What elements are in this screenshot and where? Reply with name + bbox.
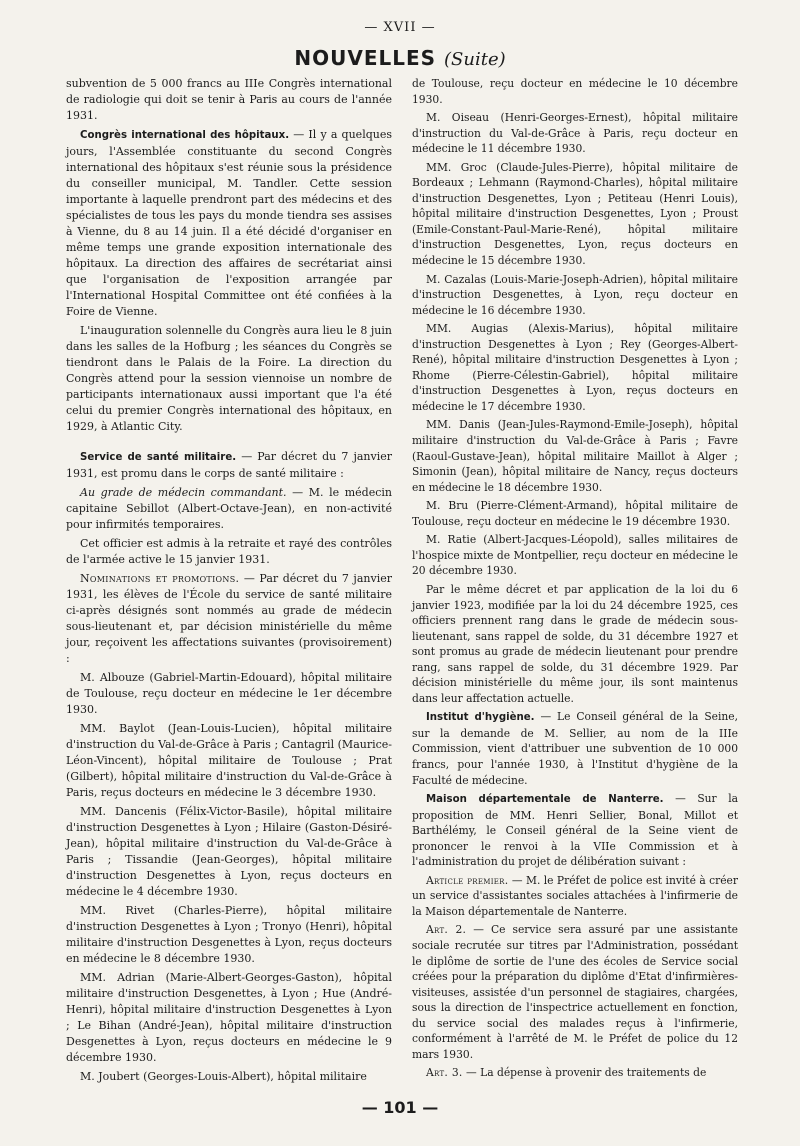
paragraph: MM. Baylot (Jean-Louis-Lucien), hôpital militaire d'instruction du Val-de-Grâce à Paris ; Cantagril (Maurice-Léon-Vincent), hôpital militaire de Toulouse ; Prat (Gilbert), hôpital militaire d'instruction du Val-de-Grâce à Paris, reçus docteurs en médecine le 3 décembre 1930.	[66, 722, 392, 799]
paragraph: Art. 2. — Ce service sera assuré par une assistante sociale recrutée sur titres par l'Administration, possédant le diplôme de sortie de l'une des écoles de Service social créées pour la préparation du diplôme d'Etat d'infirmières-visiteuses, assistée d'un personnel de stagiaires, chargées, sous la direction de l'inspectrice actuellement en fonction, du service social des malades reçus à l'infirmerie, conformément à l'arrêté de M. le Préfet de police du 12 mars 1930.	[412, 923, 738, 1061]
paragraph: MM. Danis (Jean-Jules-Raymond-Emile-Joseph), hôpital militaire d'instruction du Val-de-Grâce à Paris ; Favre (Raoul-Gustave-Jean), hôpital militaire Maillot à Alger ; Simonin (Jean), hôpital militaire de Nancy, reçus docteurs en médecine le 18 décembre 1930.	[412, 418, 738, 494]
paragraph: M. Cazalas (Louis-Marie-Joseph-Adrien), hôpital militaire d'instruction Desgenettes, à Lyon, reçu docteur en médecine le 16 décembre 1930.	[412, 272, 738, 317]
paragraph: Congrès international des hôpitaux. — Il y a quelques jours, l'Assemblée constituante du second Congrès international des hôpitaux s'est réunie sous la présidence du conseiller municipal, M. Tandler. Cette session importante à laquelle prendront part des médecins et des spécialistes de tous les pays du monde tiendra ses assises à Vienne, du 8 au 14 juin. Il a été décidé d'organiser en même temps une grande exposition internationale des hôpitaux. La direction des affaires de secrétariat ainsi que l'organisation de l'exposition arrangée par l'International Hospital Committee ont été confiées à la Foire de Vienne.	[66, 128, 392, 318]
paragraph: M. Albouze (Gabriel-Martin-Edouard), hôpital militaire de Toulouse, reçu docteur en médecine le 1er décembre 1930.	[66, 671, 392, 716]
paragraph: MM. Dancenis (Félix-Victor-Basile), hôpital militaire d'instruction Desgenettes à Lyon ; Hilaire (Gaston-Désiré-Jean), hôpital militaire d'instruction du Val-de-Grâce à Paris ; Tissandie (Jean-Georges), hôpital militaire d'instruction Desgenettes à Lyon, reçus docteurs en médecine le 4 décembre 1930.	[66, 805, 392, 898]
roman-page-number: — XVII —	[364, 20, 436, 35]
title-text: NOUVELLES	[294, 46, 437, 70]
paragraph: M. Bru (Pierre-Clément-Armand), hôpital militaire de Toulouse, reçu docteur en médecine le 19 décembre 1930.	[412, 499, 738, 528]
paragraph: MM. Rivet (Charles-Pierre), hôpital militaire d'instruction Desgenettes à Lyon ; Tronyo (Henri), hôpital militaire d'instruction Desgenettes à Lyon, reçus docteurs en médecine le 8 décembre 1930.	[66, 904, 392, 965]
paragraph: Article premier. — M. le Préfet de police est invité à créer un service d'assistantes sociales attachées à l'infirmerie de la Maison départementale de Nanterre.	[412, 873, 738, 918]
page-title	[0, 46, 800, 70]
title-suffix: (Suite)	[444, 49, 506, 70]
smallcaps-heading: Art. 2.	[426, 923, 467, 937]
page-number: — 101 —	[361, 1098, 439, 1117]
paragraph: de Toulouse, reçu docteur en médecine le 10 décembre 1930.	[412, 77, 738, 106]
run-in-heading: Service de santé militaire.	[80, 452, 237, 463]
paragraph: Cet officier est admis à la retraite et rayé des contrôles de l'armée active le 15 janvier 1931.	[66, 537, 392, 566]
right-column	[412, 76, 738, 1088]
smallcaps-heading: Article premier.	[426, 873, 509, 887]
paragraph: M. Joubert (Georges-Louis-Albert), hôpital militaire	[80, 1070, 367, 1083]
paragraph: MM. Augias (Alexis-Marius), hôpital militaire d'instruction Desgenettes à Lyon ; Rey (Georges-Albert-René), hôpital militaire d'instruction Desgenettes à Lyon ; Rhome (Pierre-Célestin-Gabriel), hôpital militaire d'instruction Desgenettes à Lyon, reçus docteurs en médecine le 17 décembre 1930.	[412, 322, 738, 413]
paragraph: Art. 3. — La dépense à provenir des traitements de	[426, 1066, 707, 1080]
paragraph: Au grade de médecin commandant. — M. le médecin capitaine Sebillot (Albert-Octave-Jean), en non-activité pour infirmités temporaires.	[66, 486, 392, 531]
paragraph: MM. Adrian (Marie-Albert-Georges-Gaston), hôpital militaire d'instruction Desgenettes, à Lyon ; Hue (André-Henri), hôpital militaire d'instruction Desgenettes à Lyon ; Le Bihan (André-Jean), hôpital militaire d'instruction Desgenettes à Lyon, reçus docteurs en médecine le 9 décembre 1930.	[66, 971, 392, 1064]
smallcaps-heading: Art. 3.	[426, 1066, 463, 1080]
paragraph: subvention de 5 000 francs au IIIe Congrès international de radiologie qui doit se tenir à Paris au cours de l'année 1931.	[66, 77, 392, 122]
paragraph: Institut d'hygiène. — Le Conseil général de la Seine, sur la demande de M. Sellier, au nom de la IIIe Commission, vient d'attribuer une subvention de 10 000 francs, pour l'année 1930, à l'Institut d'hygiène de la Faculté de médecine.	[412, 710, 738, 787]
paragraph: M. Ratie (Albert-Jacques-Léopold), salles militaires de l'hospice mixte de Montpellier, reçu docteur en médecine le 20 décembre 1930.	[412, 533, 738, 578]
paragraph: Maison départementale de Nanterre. — Sur la proposition de MM. Henri Sellier, Bonal, Millot et Barthélémy, le Conseil général de la Seine vient de prononcer le renvoi à la VIIe Commission et à l'administration du projet de délibération suivant :	[412, 792, 738, 869]
paragraph: Nominations et promotions. — Par décret du 7 janvier 1931, les élèves de l'École du service de santé militaire ci-après désignés sont nommés au grade de médecin sous-lieutenant et, par décision ministérielle du même jour, reçoivent les affectations suivantes (provisoirement) :	[66, 572, 392, 665]
run-in-heading: Institut d'hygiène.	[426, 712, 535, 724]
paragraph: MM. Groc (Claude-Jules-Pierre), hôpital militaire de Bordeaux ; Lehmann (Raymond-Charles), hôpital militaire d'instruction Desgenettes, Lyon ; Petiteau (Henri Louis), hôpital militaire d'instruction Desgenettes, Lyon ; Proust (Emile-Constant-Paul-Marie-René), hôpital militaire d'instruction Desgenettes, Lyon, reçus docteurs en médecine le 15 décembre 1930.	[412, 160, 738, 268]
italic-heading: Au grade de médecin commandant.	[80, 486, 287, 499]
text-columns	[66, 76, 738, 1088]
left-column	[66, 76, 392, 1088]
paragraph: Service de santé militaire. — Par décret du 7 janvier 1931, est promu dans le corps de santé militaire :	[66, 450, 392, 480]
paragraph: M. Oiseau (Henri-Georges-Ernest), hôpital militaire d'instruction du Val-de-Grâce à Paris, reçu docteur en médecine le 11 décembre 1930.	[412, 111, 738, 156]
paragraph: Par le même décret et par application de la loi du 6 janvier 1923, modifiée par la loi du 24 décembre 1925, ces officiers prennent rang dans le grade de médecin sous-lieutenant, sans rappel de solde, du 31 décembre 1927 et sont promus au grade de médecin lieutenant pour prendre rang, sans rappel de solde, du 31 décembre 1929. Par décision ministérielle du même jour, ils sont maintenus dans leur affectation actuelle.	[412, 582, 738, 705]
paragraph: L'inauguration solennelle du Congrès aura lieu le 8 juin dans les salles de la Hofburg ; les séances du Congrès se tiendront dans le Palais de la Foire. La direction du Congrès attend pour la session viennoise un nombre de participants internationaux aussi important que l'a été celui du premier Congrès international des hôpitaux, en 1929, à Atlantic City.	[66, 324, 392, 433]
run-in-heading: Maison départementale de Nanterre.	[426, 794, 664, 806]
run-in-heading: Congrès international des hôpitaux.	[80, 130, 290, 141]
smallcaps-heading: Nominations et promotions.	[80, 572, 240, 585]
